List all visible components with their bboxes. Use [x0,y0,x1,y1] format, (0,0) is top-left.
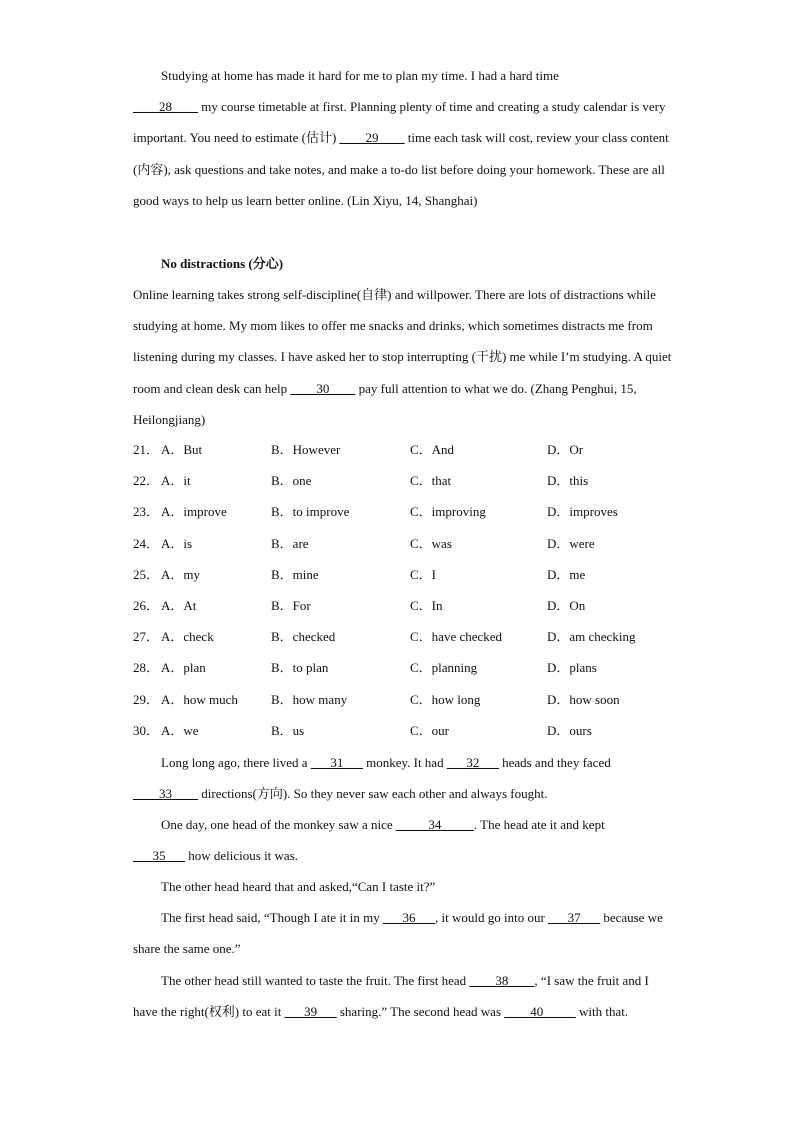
passage1-paragraph2 [133,279,673,435]
option-a: A．it [161,473,191,489]
option-c: C．have checked [410,629,503,645]
option-b: B．However [271,442,341,457]
question-row [133,721,693,741]
question-number: 21． [133,442,160,457]
option-c: C．In [410,598,443,613]
option-c: C．our [410,722,450,738]
question-row [133,534,693,554]
option-c: C．improving [410,504,486,520]
passage2-paragraph1 [133,747,673,809]
text-run: Online learning takes strong self-discipline(自律) and willpower. There are lots of distractions while studying at home. My mom likes to offer me snacks and drinks, which sometimes distracts me from listening during my classes. I have asked her to stop interrupting (干扰) me while I’m studying. A quiet room and clean desk can help [133,287,672,396]
option-c: C．I [410,566,437,582]
question-row [133,690,693,710]
section-heading: No distractions (分心) [161,256,284,271]
text-run: Long long ago, there lived a [161,755,311,770]
option-b: B．to improve [271,504,350,520]
blank-38: ____38____ [469,973,535,988]
option-c: C．that [410,473,452,489]
text-run: pay full attention to what we do. (Zhang Penghui, 15, Heilongjiang) [133,380,637,427]
option-a: A．how much [161,691,238,707]
option-c: C．planning [410,660,478,676]
text-run: The first head said, “Though I ate it in my [161,910,384,925]
option-d: D．were [547,535,595,551]
blank-34: _____34_____ [395,817,474,832]
option-b: B．us [271,722,305,738]
text-run: sharing.” The second head was [336,1004,505,1020]
option-c: C．was [410,535,452,551]
option-a: A．plan [161,660,206,676]
option-d: D．ours [547,722,592,738]
passage2-paragraph2 [133,809,673,871]
option-b: B．mine [271,566,319,582]
blank-31: ___31___ [310,755,363,770]
option-a: A．improve [161,504,227,520]
option-d: D．this [547,473,589,489]
question-number: 26． [133,598,160,613]
option-c: C．And [410,442,455,457]
option-b: B．one [271,473,312,489]
option-b: B．how many [271,691,348,707]
question-row [133,440,693,460]
text-run: directions(方向). So they never saw each other and always fought. [198,786,548,802]
option-a: A．But [161,442,203,457]
option-d: D．plans [547,660,597,676]
text-run: Studying at home has made it hard for me to plan my time. I had a hard time [161,68,559,83]
text-run: One day, one head of the monkey saw a nice [161,817,396,832]
question-row [133,658,693,678]
option-d: D．me [547,566,586,582]
option-b: B．are [271,535,309,551]
passage2-paragraph3: The other head heard that and asked,“Can I taste it?” [161,879,436,894]
question-number: 27． [133,629,160,645]
question-row [133,596,693,616]
text-run: because we share the same one.” [133,910,663,957]
question-number: 28． [133,660,160,676]
question-number: 24． [133,535,160,551]
passage2-paragraph5 [133,965,673,1027]
blank-30: ____30____ [290,380,356,396]
text-run: , “I saw the fruit and I have the right(权利) to eat it [133,973,649,1020]
blank-32: ___32___ [446,755,499,770]
question-row [133,471,693,491]
option-c: C．how long [410,691,481,707]
question-number: 23． [133,504,160,520]
option-d: D．improves [547,504,618,520]
text-run: , it would go into our [435,910,549,925]
option-d: D．Or [547,442,584,457]
option-b: B．to plan [271,660,329,676]
option-b: B．checked [271,629,336,645]
text-run: heads and they faced [498,755,611,770]
question-row [133,627,693,647]
question-number: 25． [133,566,160,582]
passage1-paragraph1 [133,60,673,216]
option-b: B．For [271,598,311,613]
option-a: A．At [161,598,197,613]
question-row [133,502,693,522]
question-number: 22． [133,473,160,489]
option-a: A．check [161,629,214,645]
blank-33: ____33____ [133,786,198,802]
question-row [133,565,693,585]
passage2-paragraph4 [133,902,673,964]
text-run: time each task will cost, review your class content (内容), ask questions and take notes, and make a to-do list before doing your homework. These are all good ways to help us learn better online. (Lin Xiyu, 14, Shanghai) [133,130,669,208]
option-d: D．am checking [547,629,636,645]
option-d: D．how soon [547,691,620,707]
text-run: monkey. It had [362,755,447,770]
blank-39: ___39___ [284,1004,337,1020]
question-number: 29． [133,691,160,707]
blank-28: ____28____ [133,99,198,115]
blank-36: ___36___ [383,910,436,925]
text-run: with that. [575,1004,629,1020]
blank-40: ____40_____ [504,1004,576,1020]
text-run: my course timetable at first. Planning plenty of time and creating a study calendar is very important. You need to estimate (估计) [133,99,666,146]
text-run: how delicious it was. [185,848,299,864]
option-a: A．my [161,566,201,582]
blank-37: ___37___ [548,910,601,925]
blank-35: ___35___ [133,848,185,864]
option-a: A．is [161,535,193,551]
text-run: The other head still wanted to taste the fruit. The first head [161,973,470,988]
option-d: D．On [547,598,586,613]
option-a: A．we [161,722,199,738]
text-run: . The head ate it and kept [473,817,605,832]
blank-29: ____29____ [339,130,405,146]
question-number: 30． [133,722,160,738]
